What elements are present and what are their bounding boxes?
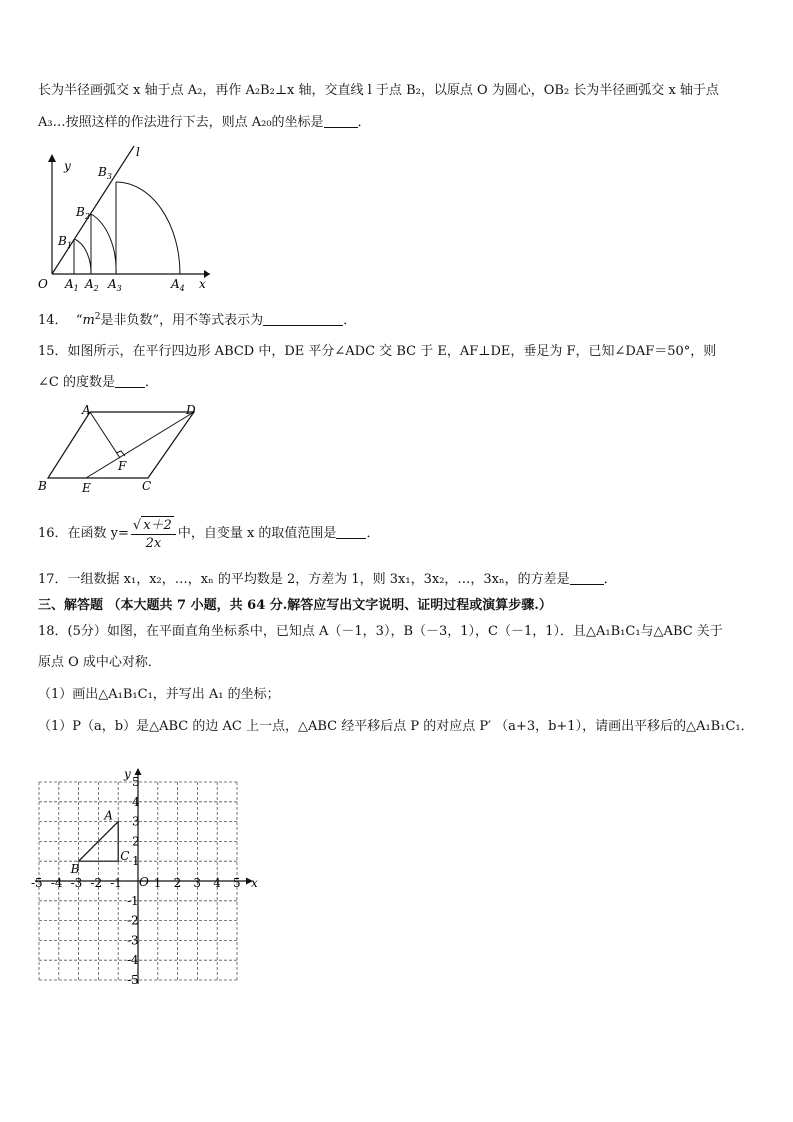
label-x: x — [199, 277, 206, 291]
arc-3 — [116, 182, 180, 274]
question-15-line-2: ∠C 的度数是 ． — [38, 375, 158, 390]
y-axis-arrow — [48, 154, 56, 162]
label-F: F — [118, 459, 127, 473]
figure-parallelogram — [34, 400, 214, 498]
q17-text: 17．一组数据 x₁，x₂，…，xₙ 的平均数是 2，方差为 1，则 3x₁，3x₂，…，3xₙ，的方差是 — [38, 572, 570, 587]
label-point-A: A — [104, 808, 113, 823]
grid-x-tick-label: 3 — [193, 876, 202, 890]
label-B2: $B_2$ — [76, 205, 90, 221]
label-A1: $A_1$ — [65, 277, 79, 292]
label-l: l — [136, 145, 140, 159]
intro-line-2-text: A₃…按照这样的作法进行下去，则点 A₂₀的坐标是 — [38, 115, 324, 130]
answer-blank-14[interactable] — [263, 312, 343, 326]
grid-x-tick-label: 4 — [213, 876, 221, 890]
q14-number: 14． — [38, 313, 68, 328]
grid-y-tick-label: 4 — [132, 794, 140, 809]
grid-x-tick-label: 2 — [173, 876, 182, 890]
question-15-line-1: 15．如图所示，在平行四边形 ABCD 中，DE 平分∠ADC 交 BC 于 E，AF⊥DE，垂足为 F，已知∠DAF＝50°，则 — [38, 344, 717, 359]
q16-denominator: 2x — [145, 535, 162, 551]
segment-AF — [90, 412, 120, 458]
label-y: y — [64, 159, 71, 173]
intro-line-1: 长为半径画弧交 x 轴于点 A₂，再作 A₂B₂⊥x 轴，交直线 l 于点 B₂，以原点 O 为圆心，OB₂ 长为半径画弧交 x 轴于点 — [38, 83, 719, 98]
question-17: 17．一组数据 x₁，x₂，…，xₙ 的平均数是 2，方差为 1，则 3x₁，3x₂，…，3xₙ，的方差是 ． — [38, 572, 617, 587]
grid-y-tick-label: 1 — [132, 854, 140, 869]
grid-y-tick-label: 3 — [132, 814, 140, 829]
grid-x-tick-label: -1 — [110, 876, 122, 890]
label-point-C: C — [120, 849, 130, 864]
grid-y-arrow — [135, 768, 142, 775]
grid-x-tick-label: -3 — [70, 876, 83, 890]
coordinate-grid — [30, 752, 280, 984]
segment-DE — [86, 412, 194, 478]
grid-y-tick-label: -2 — [127, 913, 139, 928]
q16-prefix: 16．在函数 y= — [38, 526, 129, 541]
q16-fraction: $\frac{√ x+2}{2x}$ — [131, 516, 176, 552]
grid-tick-labels — [31, 775, 241, 984]
label-B1: $B_1$ — [58, 234, 72, 250]
q14-square: 2 — [94, 312, 101, 322]
intro-line-2: A₃…按照这样的作法进行下去，则点 A₂₀的坐标是 ． — [38, 115, 371, 130]
arc-2 — [91, 214, 116, 274]
grid-x-tick-label: 5 — [233, 876, 241, 890]
q14-m: m — [82, 313, 95, 328]
grid-label-origin: O — [139, 875, 149, 889]
question-18-part-1: （1）画出△A₁B₁C₁，并写出 A₁ 的坐标； — [38, 687, 280, 702]
label-O: O — [38, 277, 48, 291]
grid-y-tick-label: -1 — [127, 893, 139, 908]
label-D: D — [186, 403, 196, 417]
label-A4: $A_4$ — [171, 277, 185, 292]
label-E: E — [82, 481, 91, 495]
grid-label-x: x — [251, 876, 258, 890]
grid-x-tick-label: -2 — [90, 876, 103, 890]
question-14: 14． “$m^2$是非负数”，用不等式表示为 ． — [38, 312, 357, 328]
grid-x-tick-label: 1 — [153, 876, 162, 890]
label-B3: $B_3$ — [98, 165, 112, 181]
section-3-heading: 三、解答题 （本大题共 7 小题，共 64 分.解答应写出文字说明、证明过程或演算步骤.） — [38, 598, 552, 613]
q15-text: ∠C 的度数是 — [38, 375, 115, 390]
answer-blank-16[interactable] — [336, 525, 366, 539]
label-A: A — [82, 403, 91, 417]
label-point-B: B — [70, 862, 80, 877]
grid-y-tick-label: -3 — [127, 933, 139, 948]
label-A3: $A_3$ — [108, 277, 122, 292]
label-C: C — [142, 479, 152, 493]
grid-y-tick-label: 5 — [132, 775, 140, 789]
grid-y-tick-label: -4 — [127, 953, 139, 968]
question-18-line-1: 18．(5分）如图，在平面直角坐标系中，已知点 A（－1，3），B（－3，1），C（－1，1）．且△A₁B₁C₁与△ABC 关于 — [38, 624, 723, 639]
grid-axes — [35, 767, 258, 984]
grid-y-tick-label: -5 — [127, 973, 139, 984]
answer-blank-15[interactable] — [115, 374, 145, 388]
question-16: 16．在函数 y= $\frac{√ x+2}{2x}$ 中，自变量 x 的取值范围是 ． — [38, 517, 380, 551]
grid-y-tick-label: 2 — [132, 834, 140, 849]
q16-text: 中，自变量 x 的取值范围是 — [177, 526, 337, 541]
answer-blank-13[interactable] — [324, 114, 358, 128]
question-18-part-2: （1）P（a，b）是△ABC 的边 AC 上一点，△ABC 经平移后点 P 的对应点 P′ （a+3，b+1），请画出平移后的△A₁B₁C₁． — [38, 719, 754, 734]
arc-1 — [74, 239, 91, 274]
grid-label-y: y — [124, 767, 131, 781]
q14-text: 是非负数”，用不等式表示为 — [100, 313, 264, 328]
label-A2: $A_2$ — [85, 277, 99, 292]
label-B: B — [38, 479, 47, 493]
figure-arcs — [34, 142, 214, 292]
answer-blank-17[interactable] — [570, 571, 604, 585]
grid-x-tick-label: -5 — [31, 876, 43, 890]
question-18-line-2: 原点 O 成中心对称． — [38, 655, 161, 670]
grid-x-tick-label: -4 — [50, 876, 63, 890]
q16-numerator: x＋2 — [143, 517, 172, 533]
q14-open-quote: “ — [75, 313, 83, 328]
